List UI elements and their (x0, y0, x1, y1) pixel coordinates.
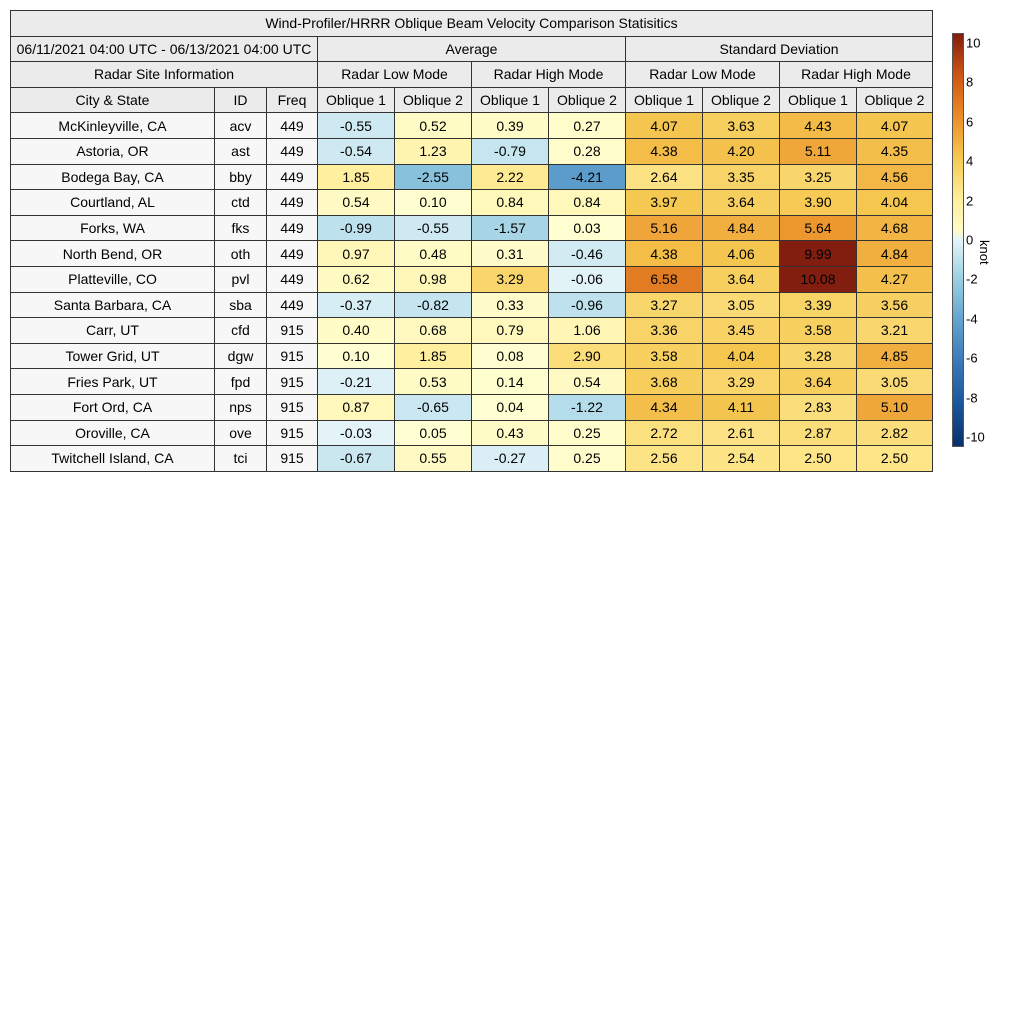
city-cell: Carr, UT (11, 318, 215, 344)
heatmap-cell: -4.21 (549, 164, 626, 190)
heatmap-cell: 2.50 (780, 446, 857, 472)
site-id-cell: oth (215, 241, 267, 267)
heatmap-cell: 4.04 (703, 343, 780, 369)
city-column-header: City & State (11, 87, 215, 113)
heatmap-cell: 4.07 (626, 113, 703, 139)
city-cell: Fries Park, UT (11, 369, 215, 395)
heatmap-cell: 5.11 (780, 138, 857, 164)
heatmap-cell: 4.68 (857, 215, 933, 241)
city-cell: McKinleyville, CA (11, 113, 215, 139)
heatmap-cell: 2.72 (626, 420, 703, 446)
frequency-cell: 449 (267, 215, 318, 241)
frequency-cell: 449 (267, 113, 318, 139)
heatmap-cell: -0.67 (318, 446, 395, 472)
comparison-statistics-table (10, 10, 933, 472)
table-row (11, 266, 933, 292)
site-id-cell: fks (215, 215, 267, 241)
frequency-cell: 915 (267, 318, 318, 344)
heatmap-cell: -0.54 (318, 138, 395, 164)
heatmap-cell: 4.06 (703, 241, 780, 267)
table-row (11, 190, 933, 216)
heatmap-cell: 2.22 (472, 164, 549, 190)
beam-column-header: Oblique 1 (318, 87, 395, 113)
heatmap-cell: -0.27 (472, 446, 549, 472)
city-cell: North Bend, OR (11, 241, 215, 267)
heatmap-cell: -0.37 (318, 292, 395, 318)
heatmap-cell: 1.06 (549, 318, 626, 344)
heatmap-cell: 0.04 (472, 394, 549, 420)
heatmap-cell: 0.10 (395, 190, 472, 216)
heatmap-cell: 0.53 (395, 369, 472, 395)
table-row (11, 138, 933, 164)
heatmap-cell: 2.82 (857, 420, 933, 446)
heatmap-cell: 1.85 (395, 343, 472, 369)
beam-column-header: Oblique 1 (472, 87, 549, 113)
heatmap-cell: 4.84 (703, 215, 780, 241)
heatmap-cell: 0.68 (395, 318, 472, 344)
heatmap-cell: 0.55 (395, 446, 472, 472)
heatmap-cell: 4.43 (780, 113, 857, 139)
colorbar-tick-label: -10 (966, 429, 985, 445)
city-cell: Santa Barbara, CA (11, 292, 215, 318)
city-cell: Oroville, CA (11, 420, 215, 446)
heatmap-cell: 4.34 (626, 394, 703, 420)
heatmap-cell: 3.05 (703, 292, 780, 318)
site-id-cell: bby (215, 164, 267, 190)
heatmap-cell: -1.22 (549, 394, 626, 420)
heatmap-cell: 3.36 (626, 318, 703, 344)
heatmap-cell: 3.21 (857, 318, 933, 344)
city-cell: Courtland, AL (11, 190, 215, 216)
heatmap-cell: 0.25 (549, 446, 626, 472)
heatmap-cell: 3.25 (780, 164, 857, 190)
frequency-cell: 449 (267, 241, 318, 267)
heatmap-cell: 4.38 (626, 138, 703, 164)
heatmap-cell: 0.54 (318, 190, 395, 216)
heatmap-cell: 0.84 (472, 190, 549, 216)
heatmap-cell: 4.35 (857, 138, 933, 164)
colorbar-tick-label: 8 (966, 74, 974, 90)
frequency-cell: 915 (267, 394, 318, 420)
site-id-cell: dgw (215, 343, 267, 369)
heatmap-cell: 3.45 (703, 318, 780, 344)
heatmap-cell: 3.58 (626, 343, 703, 369)
heatmap-cell: 3.28 (780, 343, 857, 369)
heatmap-cell: 4.27 (857, 266, 933, 292)
heatmap-cell: -1.57 (472, 215, 549, 241)
heatmap-cell: 4.04 (857, 190, 933, 216)
beam-column-header: Oblique 1 (626, 87, 703, 113)
table-row (11, 164, 933, 190)
site-id-cell: cfd (215, 318, 267, 344)
frequency-cell: 915 (267, 420, 318, 446)
heatmap-cell: 3.29 (703, 369, 780, 395)
heatmap-cell: 2.56 (626, 446, 703, 472)
heatmap-cell: 0.43 (472, 420, 549, 446)
heatmap-cell: 2.64 (626, 164, 703, 190)
heatmap-cell: 3.64 (703, 266, 780, 292)
heatmap-cell: -0.46 (549, 241, 626, 267)
colorbar-tick-label: 0 (966, 232, 974, 248)
city-cell: Forks, WA (11, 215, 215, 241)
heatmap-cell: 4.38 (626, 241, 703, 267)
heatmap-cell: -0.03 (318, 420, 395, 446)
heatmap-cell: -0.99 (318, 215, 395, 241)
colorbar (952, 33, 964, 447)
heatmap-cell: 3.39 (780, 292, 857, 318)
heatmap-cell: 3.56 (857, 292, 933, 318)
heatmap-cell: 0.27 (549, 113, 626, 139)
heatmap-cell: -0.06 (549, 266, 626, 292)
colorbar-tick-label: 2 (966, 193, 974, 209)
heatmap-cell: -0.96 (549, 292, 626, 318)
heatmap-cell: 0.54 (549, 369, 626, 395)
heatmap-cell: 3.05 (857, 369, 933, 395)
heatmap-cell: 4.11 (703, 394, 780, 420)
heatmap-cell: 3.35 (703, 164, 780, 190)
colorbar-tick-label: 10 (966, 35, 981, 51)
heatmap-cell: 0.52 (395, 113, 472, 139)
heatmap-cell: 10.08 (780, 266, 857, 292)
table-body (11, 113, 933, 471)
frequency-cell: 915 (267, 446, 318, 472)
heatmap-cell: -2.55 (395, 164, 472, 190)
heatmap-cell: 4.07 (857, 113, 933, 139)
heatmap-cell: 4.20 (703, 138, 780, 164)
heatmap-cell: 0.84 (549, 190, 626, 216)
id-column-header: ID (215, 87, 267, 113)
heatmap-cell: 9.99 (780, 241, 857, 267)
heatmap-cell: 0.87 (318, 394, 395, 420)
heatmap-cell: 0.05 (395, 420, 472, 446)
frequency-cell: 449 (267, 138, 318, 164)
heatmap-cell: 4.56 (857, 164, 933, 190)
heatmap-cell: -0.55 (318, 113, 395, 139)
heatmap-cell: 0.40 (318, 318, 395, 344)
table-row (11, 292, 933, 318)
heatmap-cell: 6.58 (626, 266, 703, 292)
heatmap-cell: 0.10 (318, 343, 395, 369)
site-id-cell: pvl (215, 266, 267, 292)
heatmap-cell: 3.97 (626, 190, 703, 216)
site-id-cell: acv (215, 113, 267, 139)
date-range: 06/11/2021 04:00 UTC - 06/13/2021 04:00 UTC (11, 36, 318, 62)
heatmap-cell: 4.85 (857, 343, 933, 369)
heatmap-cell: 3.27 (626, 292, 703, 318)
freq-column-header: Freq (267, 87, 318, 113)
heatmap-cell: 0.31 (472, 241, 549, 267)
beam-column-header: Oblique 2 (703, 87, 780, 113)
heatmap-cell: 2.61 (703, 420, 780, 446)
heatmap-cell: 0.79 (472, 318, 549, 344)
beam-column-header: Oblique 1 (780, 87, 857, 113)
colorbar-unit-label: knot (977, 240, 992, 265)
heatmap-cell: 0.25 (549, 420, 626, 446)
beam-column-header: Oblique 2 (549, 87, 626, 113)
heatmap-cell: 0.14 (472, 369, 549, 395)
frequency-cell: 915 (267, 343, 318, 369)
heatmap-cell: -0.65 (395, 394, 472, 420)
avg-high-mode-header: Radar High Mode (472, 62, 626, 88)
colorbar-tick-label: 6 (966, 114, 974, 130)
city-cell: Tower Grid, UT (11, 343, 215, 369)
colorbar-tick-label: -8 (966, 390, 978, 406)
beam-column-header: Oblique 2 (395, 87, 472, 113)
table-row (11, 113, 933, 139)
heatmap-cell: 0.97 (318, 241, 395, 267)
heatmap-cell: 2.90 (549, 343, 626, 369)
table-row (11, 446, 933, 472)
beam-column-header: Oblique 2 (857, 87, 933, 113)
table-row (11, 241, 933, 267)
heatmap-cell: 0.48 (395, 241, 472, 267)
avg-low-mode-header: Radar Low Mode (318, 62, 472, 88)
frequency-cell: 449 (267, 266, 318, 292)
heatmap-cell: 3.64 (780, 369, 857, 395)
site-id-cell: ctd (215, 190, 267, 216)
heatmap-cell: 5.16 (626, 215, 703, 241)
table-row (11, 343, 933, 369)
table-row (11, 394, 933, 420)
heatmap-cell: 3.29 (472, 266, 549, 292)
heatmap-cell: -0.82 (395, 292, 472, 318)
average-group-header: Average (318, 36, 626, 62)
heatmap-cell: -0.21 (318, 369, 395, 395)
heatmap-cell: 3.68 (626, 369, 703, 395)
heatmap-cell: 3.63 (703, 113, 780, 139)
heatmap-cell: -0.79 (472, 138, 549, 164)
std-high-mode-header: Radar High Mode (780, 62, 933, 88)
heatmap-cell: 1.85 (318, 164, 395, 190)
heatmap-cell: 3.90 (780, 190, 857, 216)
frequency-cell: 449 (267, 164, 318, 190)
colorbar-tick-label: -6 (966, 350, 978, 366)
table-title: Wind-Profiler/HRRR Oblique Beam Velocity Comparison Statisitics (11, 11, 933, 37)
table-row (11, 369, 933, 395)
site-id-cell: tci (215, 446, 267, 472)
site-id-cell: ast (215, 138, 267, 164)
site-id-cell: sba (215, 292, 267, 318)
table-row (11, 318, 933, 344)
frequency-cell: 449 (267, 292, 318, 318)
heatmap-cell: 0.28 (549, 138, 626, 164)
frequency-cell: 449 (267, 190, 318, 216)
heatmap-cell: 2.87 (780, 420, 857, 446)
heatmap-cell: 0.39 (472, 113, 549, 139)
heatmap-cell: 4.84 (857, 241, 933, 267)
site-id-cell: ove (215, 420, 267, 446)
std-low-mode-header: Radar Low Mode (626, 62, 780, 88)
heatmap-cell: 1.23 (395, 138, 472, 164)
heatmap-cell: -0.55 (395, 215, 472, 241)
heatmap-cell: 0.62 (318, 266, 395, 292)
heatmap-cell: 2.54 (703, 446, 780, 472)
colorbar-tick-label: -2 (966, 271, 978, 287)
heatmap-cell: 0.98 (395, 266, 472, 292)
city-cell: Twitchell Island, CA (11, 446, 215, 472)
heatmap-cell: 3.58 (780, 318, 857, 344)
site-id-cell: nps (215, 394, 267, 420)
city-cell: Astoria, OR (11, 138, 215, 164)
city-cell: Bodega Bay, CA (11, 164, 215, 190)
heatmap-cell: 0.33 (472, 292, 549, 318)
heatmap-cell: 5.64 (780, 215, 857, 241)
city-cell: Fort Ord, CA (11, 394, 215, 420)
frequency-cell: 915 (267, 369, 318, 395)
colorbar-tick-label: -4 (966, 311, 978, 327)
table-row (11, 420, 933, 446)
heatmap-cell: 2.83 (780, 394, 857, 420)
heatmap-cell: 0.08 (472, 343, 549, 369)
site-id-cell: fpd (215, 369, 267, 395)
heatmap-cell: 3.64 (703, 190, 780, 216)
heatmap-cell: 2.50 (857, 446, 933, 472)
radar-site-info-header: Radar Site Information (11, 62, 318, 88)
heatmap-cell: 0.03 (549, 215, 626, 241)
std-group-header: Standard Deviation (626, 36, 933, 62)
city-cell: Platteville, CO (11, 266, 215, 292)
table-row (11, 215, 933, 241)
heatmap-cell: 5.10 (857, 394, 933, 420)
colorbar-tick-label: 4 (966, 153, 974, 169)
